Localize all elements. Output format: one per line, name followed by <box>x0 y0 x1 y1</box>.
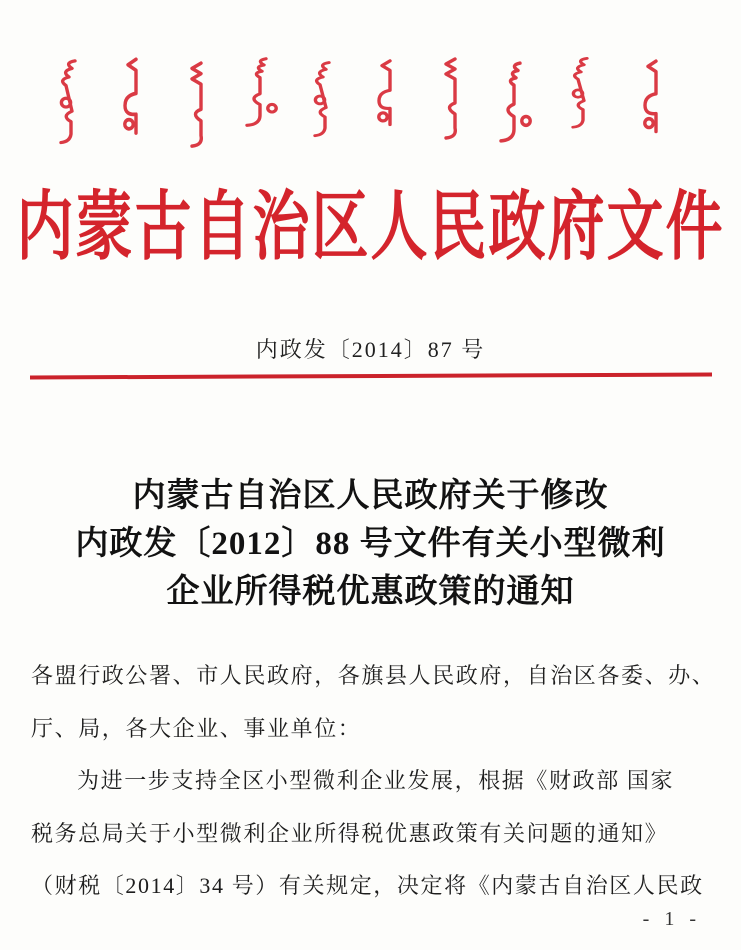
red-separator-line <box>30 373 712 380</box>
body-line: 各盟行政公署、市人民政府，各旗县人民政府，自治区各委、办、 <box>31 663 716 688</box>
page-number: - 1 - <box>642 908 701 930</box>
document-title-line-3: 企业所得税优惠政策的通知 <box>166 574 575 610</box>
body-line: （财税〔2014〕34 号）有关规定，决定将《内蒙古自治区人民政 <box>31 873 704 898</box>
document-title-line-1: 内蒙古自治区人民政府关于修改 <box>132 478 609 514</box>
government-masthead-title: 内蒙古自治区人民政府文件 <box>16 185 725 270</box>
document-number: 内政发〔2014〕87 号 <box>255 337 486 362</box>
body-line: 厅、局，各大企业、事业单位： <box>31 715 362 741</box>
document-body <box>31 650 716 913</box>
body-line: 为进一步支持全区小型微利企业发展，根据《财政部 国家 <box>77 768 675 793</box>
document-title <box>0 472 741 616</box>
document-title-line-2: 内政发〔2012〕88 号文件有关小型微利 <box>75 526 666 562</box>
body-line: 税务总局关于小型微利企业所得税优惠政策有关问题的通知》 <box>31 820 669 846</box>
mongolian-script-band <box>47 54 695 149</box>
